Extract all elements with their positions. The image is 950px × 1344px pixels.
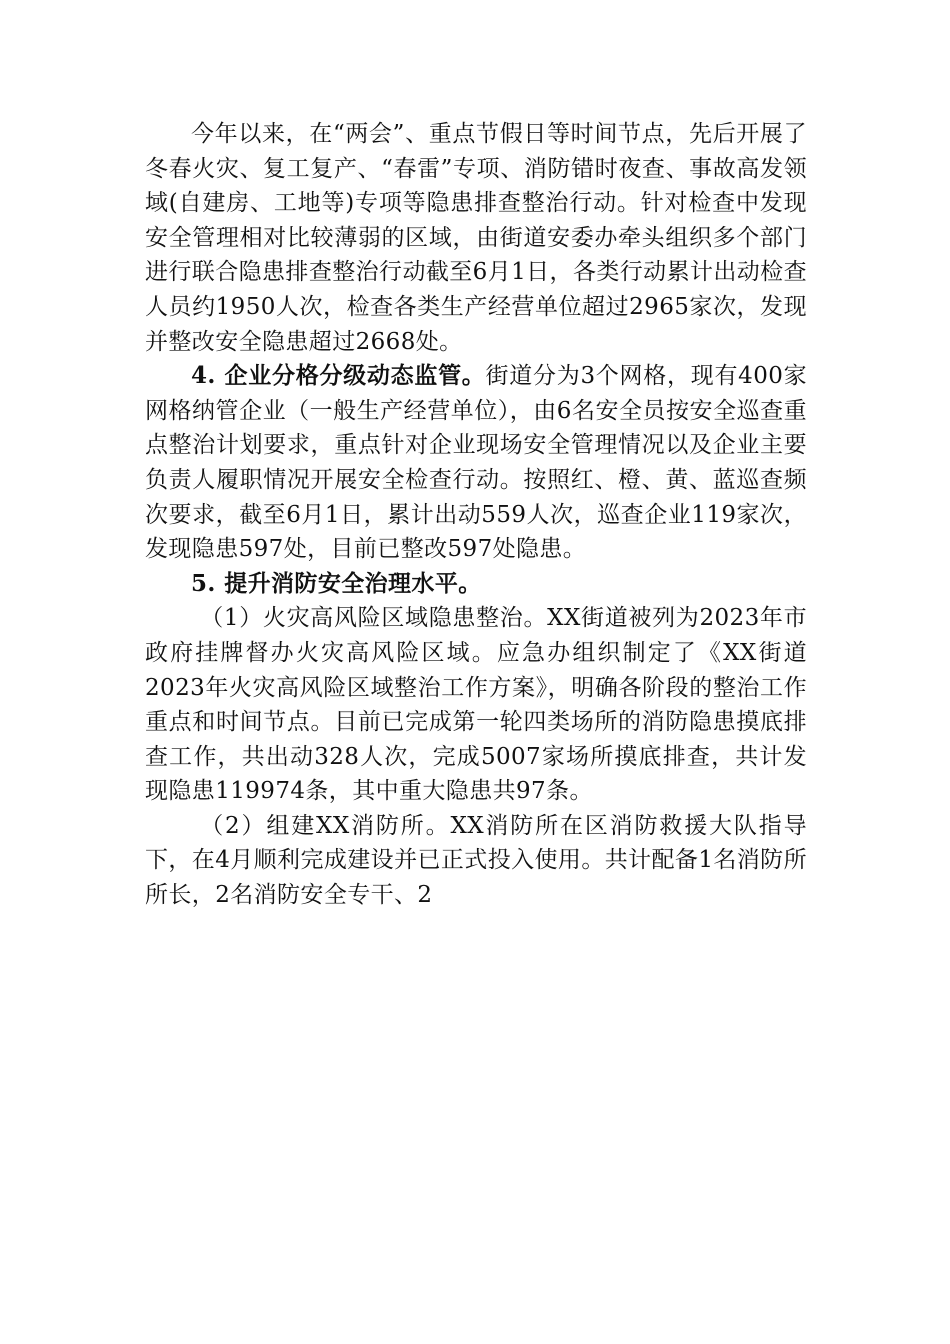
paragraph-fire-risk-rectification [145, 601, 807, 809]
paragraph-fire-station [145, 809, 807, 913]
paragraph-enterprise-supervision [145, 359, 807, 567]
section-heading-5: 5. 提升消防安全治理水平。 [191, 569, 482, 597]
paragraph-text: （2）组建XX消防所。XX消防所在区消防救援大队指导下，在4月顺利完成建设并已正式投入使用。共计配备1名消防所所长，2名消防安全专干、2 [145, 812, 807, 909]
document-body [145, 117, 807, 913]
section-heading-4: 4. 企业分格分级动态监管。 [191, 362, 486, 390]
paragraph-inspection-actions [145, 117, 807, 359]
paragraph-text: （1）火灾高风险区域隐患整治。XX街道被列为2023年市政府挂牌督办火灾高风险区域。应急办组织制定了《XX街道2023年火灾高风险区域整治工作方案》，明确各阶段的整治工作重点和时间节点。目前已完成第一轮四类场所的消防隐患摸底排查工作，共出动328人次，完成5007家场所摸底排查，共计发现隐患119974条，其中重大隐患共97条。 [145, 605, 807, 805]
paragraph-text: 今年以来，在“两会”、重点节假日等时间节点，先后开展了冬春火灾、复工复产、“春雷”专项、消防错时夜查、事故高发领域(自建房、工地等)专项等隐患排查整治行动。针对检查中发现安全管理相对比较薄弱的区域，由街道安委办牵头组织多个部门进行联合隐患排查整治行动截至6月1日，各类行动累计出动检查人员约1950人次，检查各类生产经营单位超过2965家次，发现并整改安全隐患超过2668处。 [145, 121, 807, 355]
paragraph-text: 街道分为3个网格，现有400家网格纳管企业（一般生产经营单位），由6名安全员按安全巡查重点整治计划要求，重点针对企业现场安全管理情况以及企业主要负责人履职情况开展安全检查行动。按照红、橙、黄、蓝巡查频次要求，截至6月1日，累计出动559人次，巡查企业119家次，发现隐患597处，目前已整改597处隐患。 [145, 363, 807, 563]
